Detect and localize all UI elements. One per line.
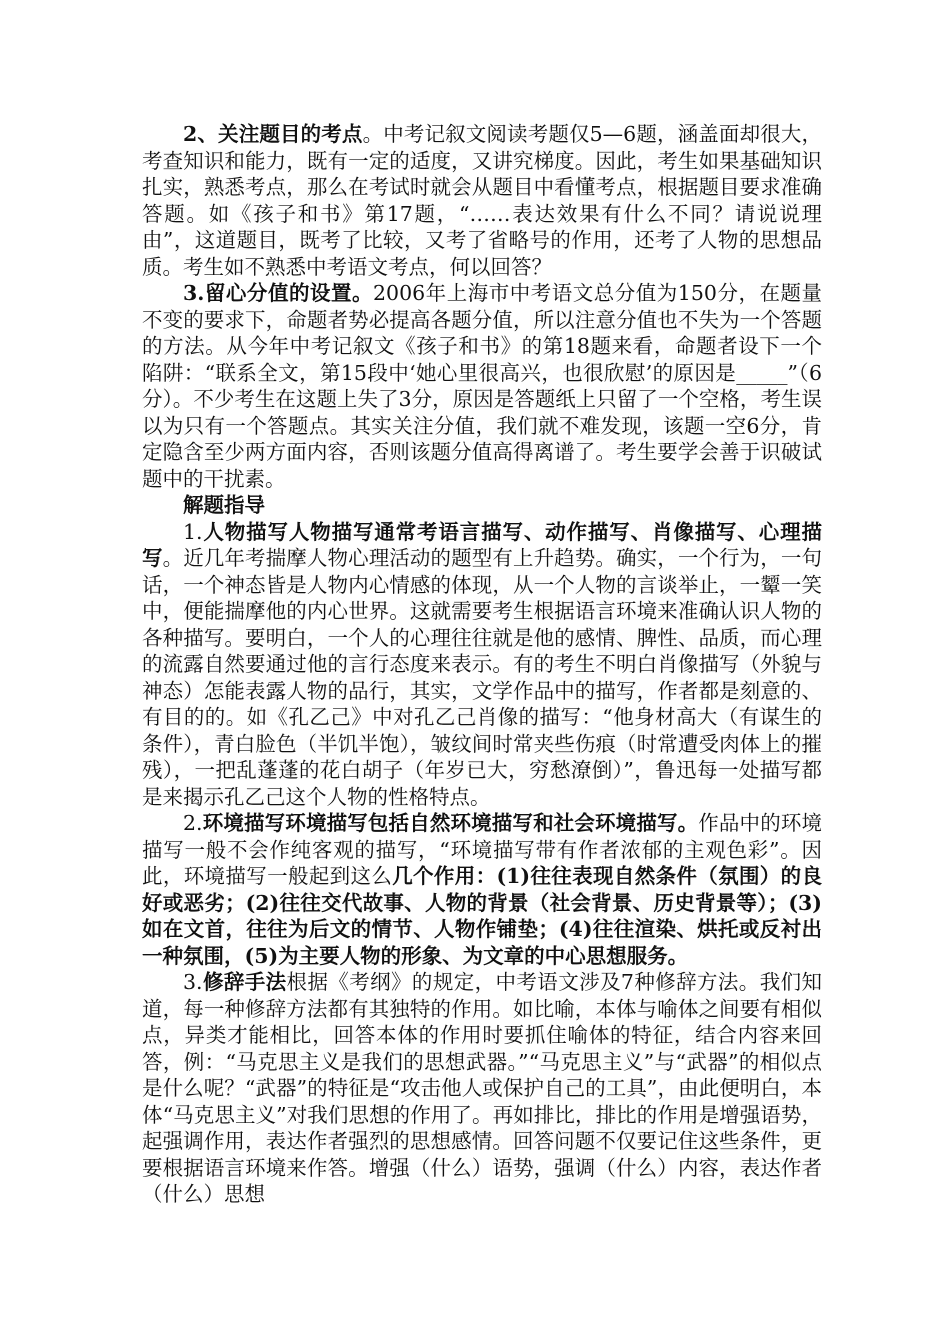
text-run: 。近几年考揣摩人物心理活动的题型有上升趋势。确实，一个行为，一句话，一个神态皆是人物内心情感的体现，从一个人物的言谈举止，一颦一笑中，便能揣摩他的内心世界。这就需要考生根据语言环境来准确认识人物的各种描写。要明白，一个人的心理往往就是他的感情、脾性、品质，而心理的流露自然要通过他的言行态度来表示。有的考生不明白肖像描写（外貌与神态）怎能表露人物的品行，其实，文学作品中的描写，作者都是刻意的、有目的的。如《孔乙己》中对孔乙己肖像的描写：“他身材高大（有谋生的条件），青白脸色（半饥半饱），皱纹间时常夹些伤痕（时常遭受肉体上的摧残），一把乱蓬蓬的花白胡子（年岁已大，穷愁潦倒）”，鲁迅每一处描写都是来揭示孔乙己这个人物的性格特点。	[142, 546, 822, 809]
bold-text: 2、关注题目的考点	[183, 122, 363, 146]
text-run: 3.	[183, 970, 203, 994]
bold-text: 解题指导	[183, 493, 265, 517]
text-run: 根据《考纲》的规定，中考语文涉及7种修辞方法。我们知道，每一种修辞方法都有其独特的作用。如比喻，本体与喻体之间要有相似点，异类才能相比，回答本体的作用时要抓住喻体的特征，结合内容来回答，例：“马克思主义是我们的思想武器。”“马克思主义”与“武器”的相似点是什么呢？“武器”的特征是“攻击他人或保护自己的工具”，由此便明白，本体“马克思主义”对我们思想的作用了。再如排比，排比的作用是增强语势，起强调作用，表达作者强烈的思想感情。回答问题不仅要记住这些条件，更要根据语言环境来作答。增强（什么）语势，强调（什么）内容，表达作者（什么）思想	[142, 970, 822, 1206]
bold-text: 人物描写人物描写通常考语言描写、动作描写、肖像描写、心理描写	[142, 519, 822, 570]
bold-text: 3.留心分值的设置。	[183, 281, 373, 305]
paragraph	[142, 280, 822, 492]
text-run: 。中考记叙文阅读考题仅5—6题，涵盖面却很大，考查知识和能力，既有一定的适度，又讲究梯度。因此，考生如果基础知识扎实，熟悉考点，那么在考试时就会从题目中看懂考点，根据题目要求准确答题。如《孩子和书》第17题，“……表达效果有什么不同？请说说理由”，这道题目，既考了比较，又考了省略号的作用，还考了人物的思想品质。考生如不熟悉中考语文考点，何以回答？	[142, 122, 823, 279]
document-body	[142, 121, 822, 1208]
text-run: 2006年上海市中考语文总分值为150分，在题量不变的要求下，命题者势必提高各题分值，所以注意分值也不失为一个答题的方法。从今年中考记叙文《孩子和书》的第18题来看，命题者设下一个陷阱：“联系全文，第15段中‘她心里很高兴，也很欣慰’的原因是_____”（6分）。不少考生在这题上失了3分，原因是答题纸上只留了一个空格，考生误以为只有一个答题点。其实关注分值，我们就不难发现，该题一空6分，肯定隐含至少两方面内容，否则该题分值高得离谱了。考生要学会善于识破试题中的干扰素。	[142, 281, 822, 491]
bold-text: 修辞手法	[202, 970, 287, 994]
bold-text: 环境描写环境描写包括自然环境描写和社会环境描写。	[202, 811, 699, 835]
bold-text: 几个作用：(1)往往表现自然条件（氛围）的良好或恶劣；(2)往往交代故事、人物的背景（社会背景、历史背景等）；(3)如在文首，往往为后文的情节、人物作铺垫；(4)往往渲染、烘托或反衬出一种氛围，(5)为主要人物的形象、为文章的中心思想服务。	[142, 864, 823, 968]
text-run: 作品中的环境描写一般不会作纯客观的描写，“环境描写带有作者浓郁的主观色彩”。因此，环境描写一般起到这么	[142, 811, 823, 888]
paragraph	[142, 121, 822, 280]
paragraph	[142, 969, 822, 1208]
paragraph	[142, 519, 822, 811]
text-run: 1.	[183, 519, 203, 544]
paragraph	[142, 492, 822, 519]
text-run: 2.	[183, 811, 203, 835]
paragraph	[142, 810, 822, 969]
